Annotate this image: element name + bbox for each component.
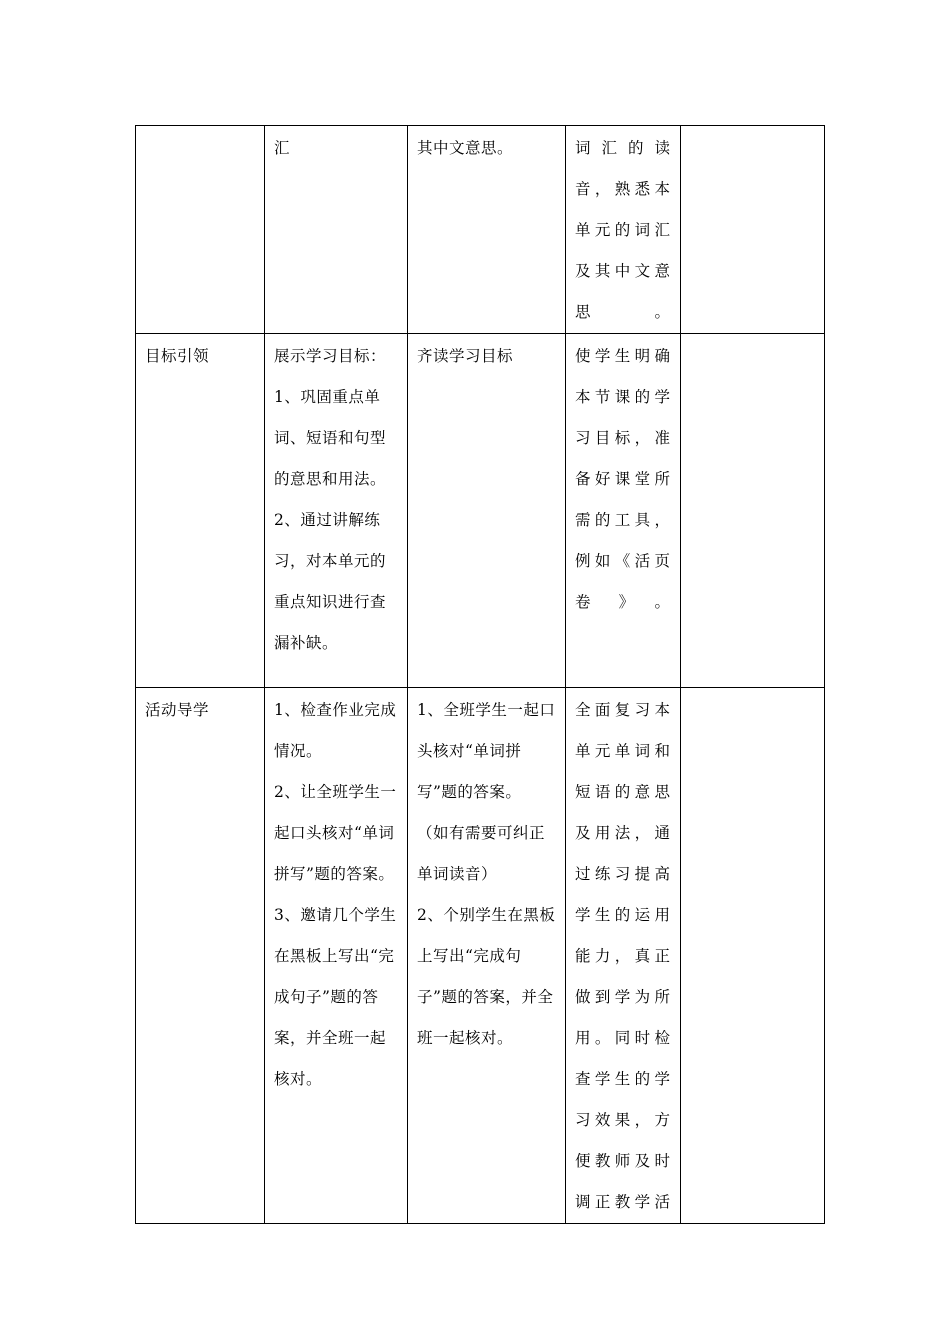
design-intent-cell [566, 126, 681, 334]
teacher-activity-cell [265, 334, 408, 688]
student-activity-cell [408, 126, 566, 334]
teacher-activity-line: 展示学习目标： [274, 347, 387, 365]
teacher-activity-line: 1、检查作业完成情况。 [274, 701, 397, 760]
teacher-activity-line: 3、邀请几个学生在黑板上写出“完成句子”题的答案，并全班一起核对。 [274, 906, 397, 1088]
table-row [136, 688, 825, 1224]
student-activity-cell [408, 688, 566, 1224]
student-activity-line: 其中文意思。 [417, 139, 514, 157]
table-row [136, 334, 825, 688]
student-activity-cell [408, 334, 566, 688]
teacher-activity-line: 1、巩固重点单词、短语和句型的意思和用法。 [274, 388, 387, 488]
teacher-activity-line: 2、让全班学生一起口头核对“单词拼写”题的答案。 [274, 783, 397, 883]
notes-cell [681, 126, 825, 334]
design-intent-cell [566, 334, 681, 688]
stage-cell [136, 334, 265, 688]
design-intent-text: 全面复习本单元单词和短语的意思及用法，通过练习提高学生的运用能力，真正做到学为所用。同时检查学生的学习效果，方便教师及时调正教学活 [575, 701, 672, 1211]
design-intent-text: 使学生明确本节课的学习目标，准备好课堂所需的工具，例如《活页卷》。 [575, 347, 672, 611]
teacher-activity-line: 2、通过讲解练习，对本单元的重点知识进行查漏补缺。 [274, 511, 387, 652]
student-activity-line: 1、全班学生一起口头核对“单词拼写”题的答案。 [417, 701, 556, 801]
lesson-plan-table [135, 125, 825, 1224]
stage-label: 活动导学 [145, 701, 210, 719]
stage-cell [136, 688, 265, 1224]
student-activity-line: （如有需要可纠正单词读音） [417, 824, 546, 883]
teacher-activity-line: 汇 [274, 139, 291, 157]
design-intent-text: 词汇的读音，熟悉本单元的词汇及其中文意思。 [575, 139, 672, 321]
teacher-activity-cell [265, 688, 408, 1224]
stage-label: 目标引领 [145, 347, 210, 365]
design-intent-cell [566, 688, 681, 1224]
student-activity-line: 齐读学习目标 [417, 347, 514, 365]
teacher-activity-cell [265, 126, 408, 334]
notes-cell [681, 688, 825, 1224]
table-row [136, 126, 825, 334]
student-activity-line: 2、个别学生在黑板上写出“完成句子”题的答案，并全班一起核对。 [417, 906, 556, 1047]
notes-cell [681, 334, 825, 688]
stage-cell [136, 126, 265, 334]
